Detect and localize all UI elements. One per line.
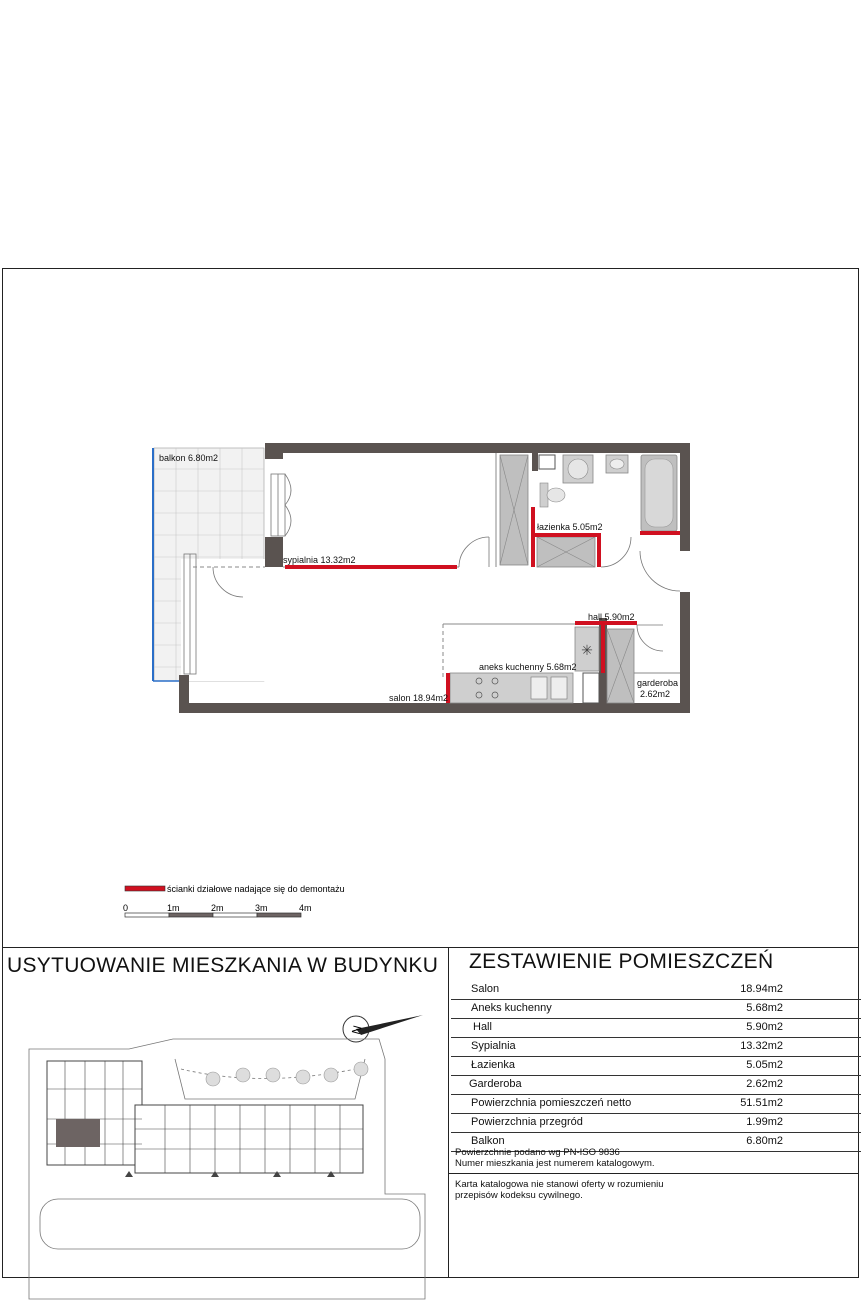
salon-label: salon 18.94m2 [389, 693, 449, 703]
scale-0: 0 [123, 903, 129, 913]
table-row: Garderoba 2.62m2 [451, 1076, 861, 1095]
scale-4m: 4m [299, 903, 312, 913]
aneks-label: aneks kuchenny 5.68m2 [479, 662, 577, 672]
note-divider [448, 1173, 858, 1174]
floor-plan [3, 269, 860, 913]
summary-title: ZESTAWIENIE POMIESZCZEŃ [469, 950, 774, 973]
table-row: Hall 5.90m2 [451, 1019, 861, 1038]
svg-text:N: N [348, 1023, 365, 1036]
svg-text:✳: ✳ [581, 642, 593, 658]
legend-text: ścianki działowe nadające się do demontażu [167, 884, 345, 894]
measurement-note: Powierzchnie podano wg PN-ISO 9836 Numer mieszkania jest numerem katalogowym. [455, 1147, 655, 1169]
lazienka-label: łazienka 5.05m2 [537, 522, 603, 532]
column-divider [448, 947, 449, 1277]
legal-note: Karta katalogowa nie stanowi oferty w rozumieniu przepisów kodeksu cywilnego. [455, 1179, 664, 1201]
card-frame [2, 268, 859, 1278]
section-divider [3, 947, 858, 948]
balkon-label: balkon 6.80m2 [159, 453, 219, 463]
garderoba-label: garderoba [637, 678, 679, 688]
table-row: Łazienka 5.05m2 [451, 1057, 861, 1076]
scale-3m: 3m [255, 903, 268, 913]
table-row: Powierzchnia pomieszczeń netto 51.51m2 [451, 1095, 861, 1114]
legend-swatch [125, 886, 165, 891]
table-row: Sypialnia 13.32m2 [451, 1038, 861, 1057]
scale-1m: 1m [167, 903, 180, 913]
table-row: Salon 18.94m2 [451, 981, 861, 1000]
site-plan [5, 979, 445, 1309]
garderoba-area-label: 2.62m2 [640, 689, 671, 699]
scale-bar [123, 903, 312, 917]
sypialnia-label: sypialnia 13.32m2 [283, 555, 356, 565]
table-row: Aneks kuchenny 5.68m2 [451, 1000, 861, 1019]
table-row: Balkon 6.80m2 [451, 1133, 861, 1152]
rooms-summary-table [451, 981, 861, 1152]
hall-label: hall 5.90m2 [588, 612, 635, 622]
scale-2m: 2m [211, 903, 224, 913]
compass-icon [343, 1015, 423, 1042]
table-row: Powierzchnia przegród 1.99m2 [451, 1114, 861, 1133]
apartment-location-marker [56, 1119, 100, 1147]
location-title: USYTUOWANIE MIESZKANIA W BUDYNKU [7, 954, 439, 977]
